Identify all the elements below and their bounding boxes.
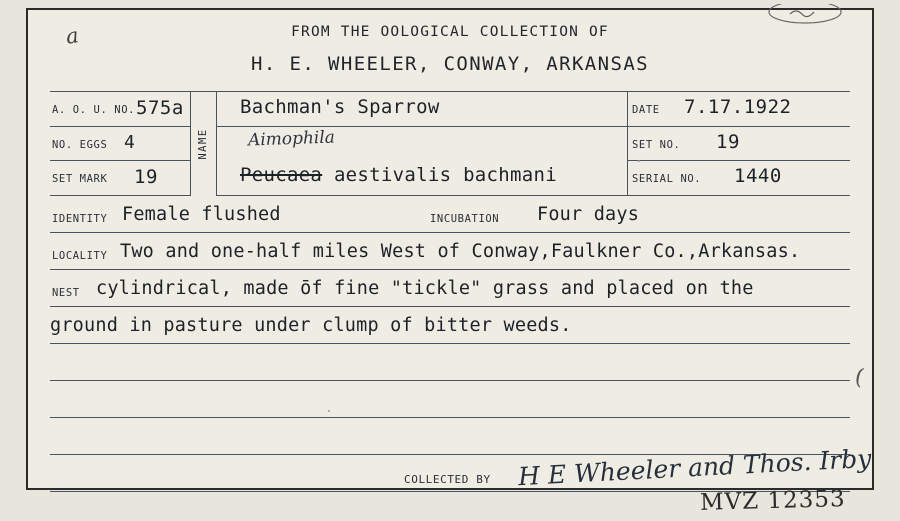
species-common-name: Bachman's Sparrow	[240, 96, 440, 118]
pencil-annotation-letter: a	[64, 23, 81, 49]
field-nest-label: NEST	[52, 287, 80, 299]
paper-speck	[328, 410, 330, 412]
row-blank-2	[50, 381, 850, 418]
left-column	[50, 92, 190, 196]
field-serial-no-label: SERIAL NO.	[632, 173, 702, 186]
field-date-value: 7.17.1922	[684, 96, 792, 118]
row-blank-3	[50, 418, 850, 455]
field-serial-no	[628, 161, 850, 196]
row-locality	[50, 233, 850, 270]
field-no-eggs-value: 4	[124, 131, 136, 153]
field-set-no	[628, 127, 850, 162]
specimen-card	[26, 8, 874, 490]
field-identity-label: IDENTITY	[52, 213, 108, 225]
lower-field-block	[50, 196, 873, 492]
field-locality-value: Two and one-half miles West of Conway,Faulkner Co.,Arkansas.	[120, 241, 801, 262]
field-set-mark-value: 19	[134, 166, 158, 189]
field-serial-no-value: 1440	[734, 165, 782, 188]
field-incubation-value: Four days	[537, 204, 640, 225]
field-set-no-value: 19	[716, 130, 740, 153]
species-scientific-row	[216, 161, 628, 196]
upper-data-block	[50, 91, 850, 196]
field-date	[628, 92, 850, 127]
field-set-mark-label: SET MARK	[52, 173, 108, 186]
species-handwritten-genus: Aimophila	[247, 127, 336, 151]
right-column	[628, 92, 850, 196]
accession-number-annotation: MVZ 12353	[699, 486, 846, 516]
field-aou-no-label: A. O. U. NO.	[52, 104, 136, 116]
species-column	[216, 92, 628, 196]
card-header-line-2: H. E. WHEELER, CONWAY, ARKANSAS	[250, 53, 649, 75]
row-collected-by	[50, 443, 873, 492]
field-no-eggs-label: NO. EGGS	[52, 138, 108, 151]
row-identity-incubation	[50, 196, 850, 233]
species-scientific-struck: Peucaea	[240, 164, 323, 187]
card-header-line-1: FROM THE OOLOGICAL COLLECTION OF	[291, 24, 609, 40]
species-handwritten-row	[216, 127, 628, 162]
species-common-row	[216, 92, 628, 127]
field-aou-no	[50, 92, 190, 127]
field-collected-by-label: COLLECTED BY	[404, 473, 491, 486]
pencil-scribble-icon	[750, 4, 860, 32]
field-nest-line-1: cylindrical, made ōf fine "tickle" grass and placed on the	[96, 278, 754, 299]
field-date-label: DATE	[632, 104, 660, 116]
field-no-eggs	[50, 127, 190, 162]
row-nest-2	[50, 307, 850, 344]
row-nest-1	[50, 270, 850, 307]
field-identity-value: Female flushed	[122, 204, 281, 225]
name-tab-label: NAME	[197, 128, 209, 160]
field-collected-by-signature: H E Wheeler and Thos. Irby	[517, 443, 873, 492]
field-nest-line-2: ground in pasture under clump of bitter weeds.	[50, 315, 572, 336]
field-set-mark	[50, 161, 190, 196]
paper-speck	[638, 160, 640, 162]
species-scientific-rest: aestivalis bachmani	[333, 164, 557, 187]
row-blank-1	[50, 344, 850, 381]
field-set-no-label: SET NO.	[632, 138, 681, 151]
field-aou-no-value: 575a	[136, 97, 184, 119]
edge-pencil-mark: (	[852, 364, 867, 391]
species-scientific-name	[240, 164, 557, 186]
field-locality-label: LOCALITY	[52, 250, 108, 262]
field-incubation-label: INCUBATION	[430, 213, 500, 225]
name-tab	[190, 92, 216, 196]
